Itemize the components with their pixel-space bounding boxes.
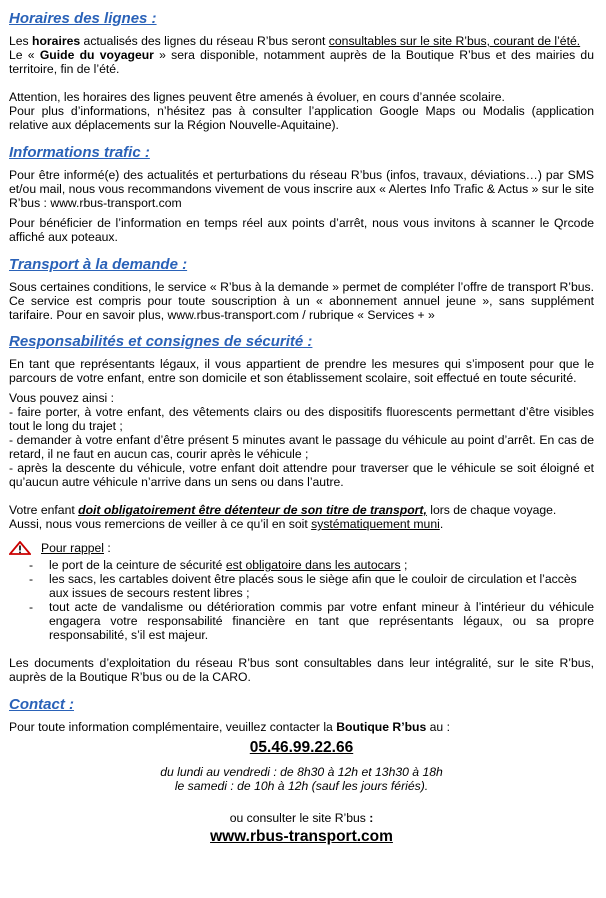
contact-paragraph: Pour toute information complémentaire, veuillez contacter la Boutique R’bus au :: [9, 720, 450, 734]
trafic-paragraph-1: Pour être informé(e) des actualités et perturbations du réseau R’bus (infos, travaux, déviations…) par SMS et/ou mail, nous vous recommandons vivement de vous inscrire aux « Alertes Info Trafic & Actus » sur le site R’bus : www.rbus-transport.com: [9, 168, 594, 210]
heading-securite: Responsabilités et consignes de sécurité :: [9, 333, 313, 350]
rappel-item-3: - tout acte de vandalisme ou détérioration commis par votre enfant mineur à l’intérieur du véhicule engagera votre responsabilité financière en tant que représentants légaux, ou sa propre responsabilité, s’il est majeur.: [29, 600, 594, 642]
securite-paragraph-3: Votre enfant doit obligatoirement être détenteur de son titre de transport, lors de chaque voyage.: [9, 503, 557, 517]
trafic-paragraph-2: Pour bénéficier de l’information en temps réel aux points d’arrêt, nous vous invitons à scanner le Qrcode affiché aux poteaux.: [9, 216, 594, 244]
guide-voyageur: Guide du voyageur: [39, 48, 154, 62]
tad-paragraph: Sous certaines conditions, le service « R’bus à la demande » permet de compléter l’offre de transport R’bus. Ce service est compris pour toute souscription à un « abonnement annuel jeune », sans supplément tarifaire. Pour en savoir plus, www.rbus-transport.com / rubrique « Services + »: [9, 280, 594, 322]
rappel-block: [9, 541, 594, 555]
horaires-paragraph-2: Le « Guide du voyageur » sera disponible, notamment auprès de la Boutique R’bus et des mairies du territoire, fin de l’été.: [9, 48, 594, 76]
securite-paragraph-5: Les documents d’exploitation du réseau R’bus sont consultables dans leur intégralité, sur le site R’bus, auprès de la Boutique R’bus ou de la CARO.: [9, 656, 594, 684]
horaires-site-note: consultables sur le site R’bus, courant de l’été.: [328, 34, 581, 48]
heading-trafic: Informations trafic :: [9, 144, 150, 161]
heading-contact: Contact :: [9, 696, 74, 713]
securite-paragraph-1: En tant que représentants légaux, il vous appartient de prendre les mesures qui s’imposent pour que le parcours de votre enfant, entre son domicile et son établissement scolaire, soit effectué en toute sécurité.: [9, 357, 594, 385]
titre-transport-obligation: doit obligatoirement être détenteur de son titre de transport,: [78, 503, 427, 517]
securite-paragraph-2: Vous pouvez ainsi :: [9, 391, 115, 405]
warning-triangle-icon: [9, 541, 31, 555]
rappel-list: [9, 558, 594, 642]
securite-list-item-1: - faire porter, à votre enfant, des vêtements clairs ou des dispositifs fluorescents permettant d’être visibles tout le long du trajet ;: [9, 405, 594, 433]
securite-list-item-3: - après la descente du véhicule, votre enfant doit attendre pour traverser que le véhicule se soit éloigné et qu’aucun autre véhicule n’arrive dans un sens ou dans l’autre.: [9, 461, 594, 489]
horaires-paragraph-3: Attention, les horaires des lignes peuvent être amenés à évoluer, en cours d’année scolaire.: [9, 90, 505, 104]
rappel-item-2: - les sacs, les cartables doivent être placés sous le siège afin que le couloir de circulation et l’accès aux issues de secours restent libres ;: [29, 572, 577, 600]
boutique-rbus: Boutique R’bus: [336, 720, 427, 734]
rappel-label: Pour rappel :: [41, 541, 111, 555]
securite-paragraph-4: Aussi, nous vous remercions de veiller à ce qu’il en soit systématiquement muni.: [9, 517, 444, 531]
horaires-paragraph-4: Pour plus d’informations, n’hésitez pas à consulter l’application Google Maps ou Modalis (application relative aux déplacements sur la Région Nouvelle-Aquitaine).: [9, 104, 594, 132]
hours-weekdays: du lundi au vendredi : de 8h30 à 12h et 13h30 à 18h: [160, 765, 443, 779]
horaires-bold: horaires: [32, 34, 81, 48]
heading-horaires: Horaires des lignes :: [9, 10, 157, 27]
heading-transport-demande: Transport à la demande :: [9, 256, 188, 273]
website-link[interactable]: www.rbus-transport.com: [210, 828, 393, 845]
site-intro: ou consulter le site R’bus :: [229, 811, 374, 825]
hours-saturday: le samedi : de 10h à 12h (sauf les jours fériés).: [174, 779, 429, 793]
rappel-item-1: - le port de la ceinture de sécurité est obligatoire dans les autocars ;: [29, 558, 408, 572]
horaires-paragraph-1: Les horaires actualisés des lignes du réseau R’bus seront consultables sur le site R’bus, courant de l’été.: [9, 34, 581, 48]
securite-list-item-2: - demander à votre enfant d’être présent 5 minutes avant le passage du véhicule au point d’arrêt. En cas de retard, il ne faut en aucun cas, courir après le véhicule ;: [9, 433, 594, 461]
phone-number[interactable]: 05.46.99.22.66: [249, 739, 354, 756]
